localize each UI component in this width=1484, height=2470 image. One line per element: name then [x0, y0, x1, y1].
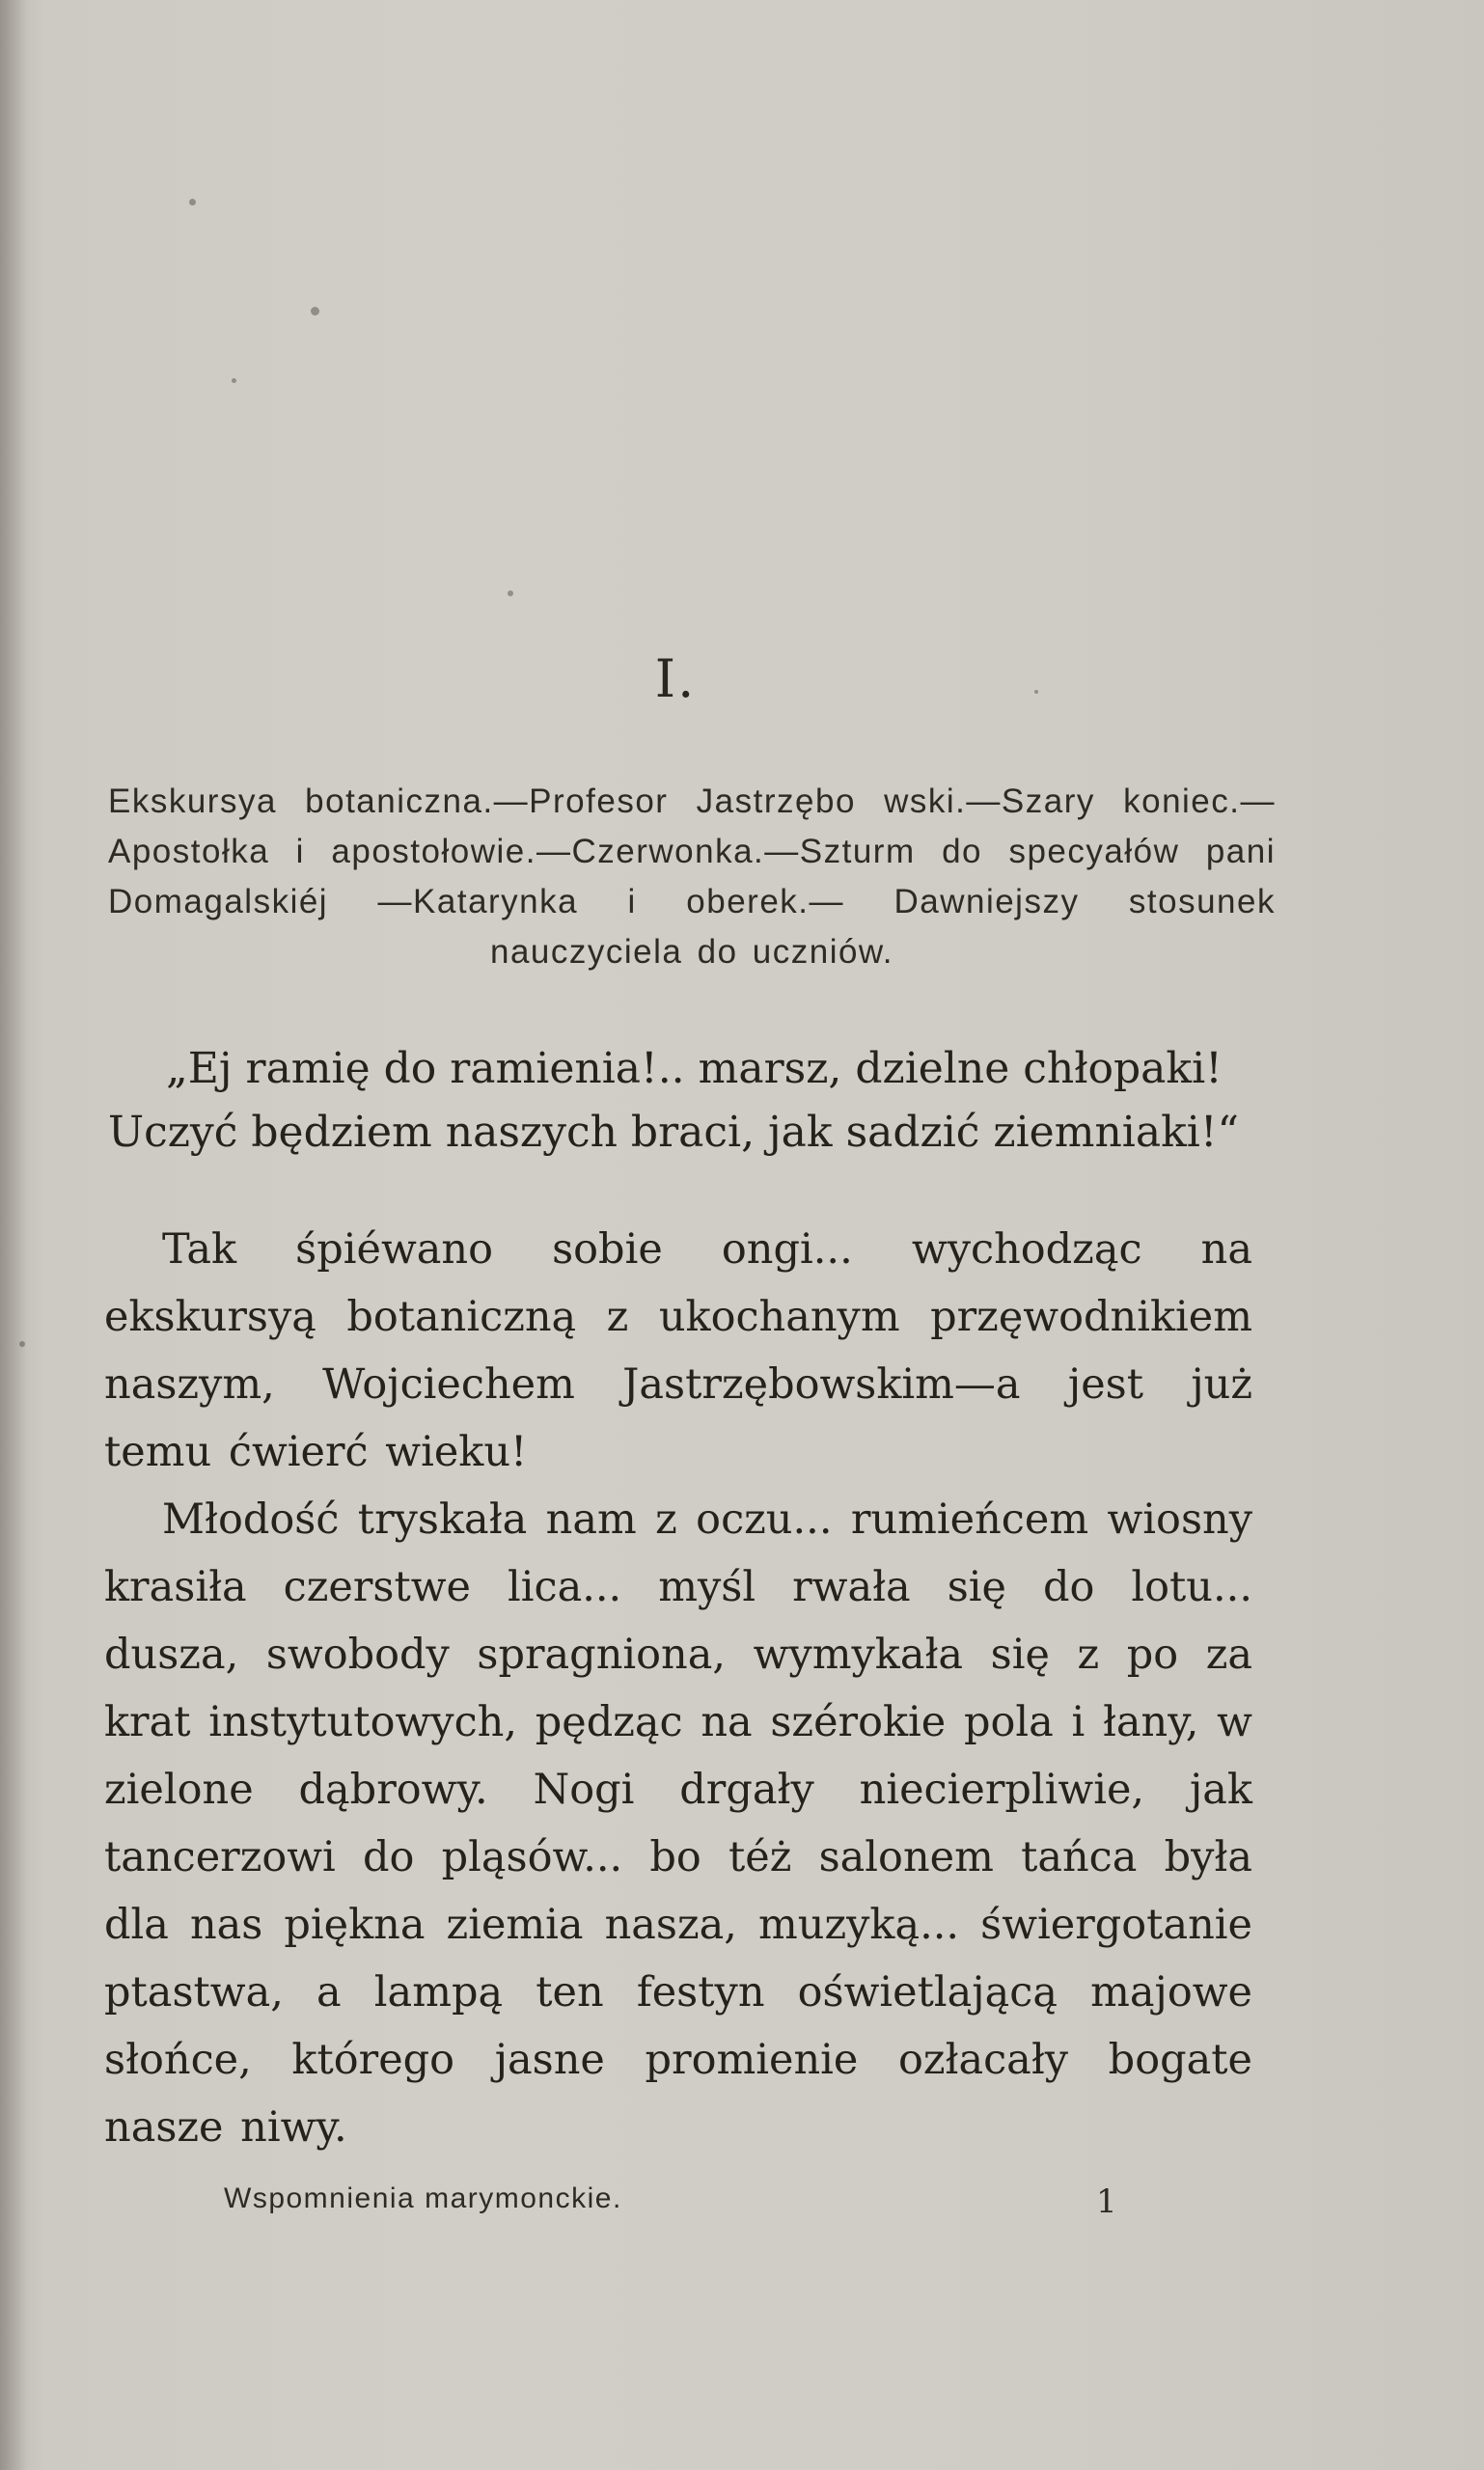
verse-line-2: Uczyć będziem naszych braci, jak sadzić ziemniaki!“ [108, 1108, 1239, 1157]
paragraph-1: Tak śpiéwano sobie ongi... wychodząc na ekskursyą botaniczną z ukochanym przęwodnikiem naszym, Wojciechem Jastrzębowskim—a jest już temu ćwierć wieku! [104, 1225, 1252, 1476]
verse-quote [108, 1037, 1276, 1165]
paper-speck [508, 590, 513, 596]
binding-shadow [0, 0, 27, 2470]
paper-speck [232, 378, 236, 383]
paragraph-2: Młodość tryskała nam z oczu... rumieńcem wiosny krasiła czerstwe lica... myśl rwała się do lotu... dusza, swobody spragniona, wymykała się z po za krat instytutowych, pędząc na szérokie pola i łany, w zielone dąbrowy. Nogi drgały niecierpliwie, jak tancerzowi do pląsów... bo téż salonem tańca była dla nas piękna ziemia nasza, muzyką... świergotanie ptastwa, a lampą ten festyn oświetlającą majowe słońce, którego jasne promienie ozłacały bogate nasze niwy. [104, 1496, 1252, 2152]
body-text [104, 1216, 1252, 2161]
paper-speck [189, 199, 196, 206]
verse-line-1: „Ej ramię do ramienia!.. marsz, dzielne chłopaki! [166, 1044, 1223, 1093]
footer-book-title: Wspomnienia marymonckie. [224, 2182, 622, 2214]
paper-speck [311, 307, 319, 316]
page-number: 1 [1096, 2182, 1117, 2221]
paper-speck [19, 1341, 25, 1347]
chapter-number: I. [654, 648, 697, 709]
chapter-summary: Ekskursya botaniczna.—Profesor Jastrzębo wski.—Szary koniec.—Apostołka i apostołowie.—Czerwonka.—Szturm do specyałów pani Domagalskiéj —Katarynka i oberek.— Dawniejszy stosunek nauczyciela do uczniów. [108, 782, 1276, 971]
